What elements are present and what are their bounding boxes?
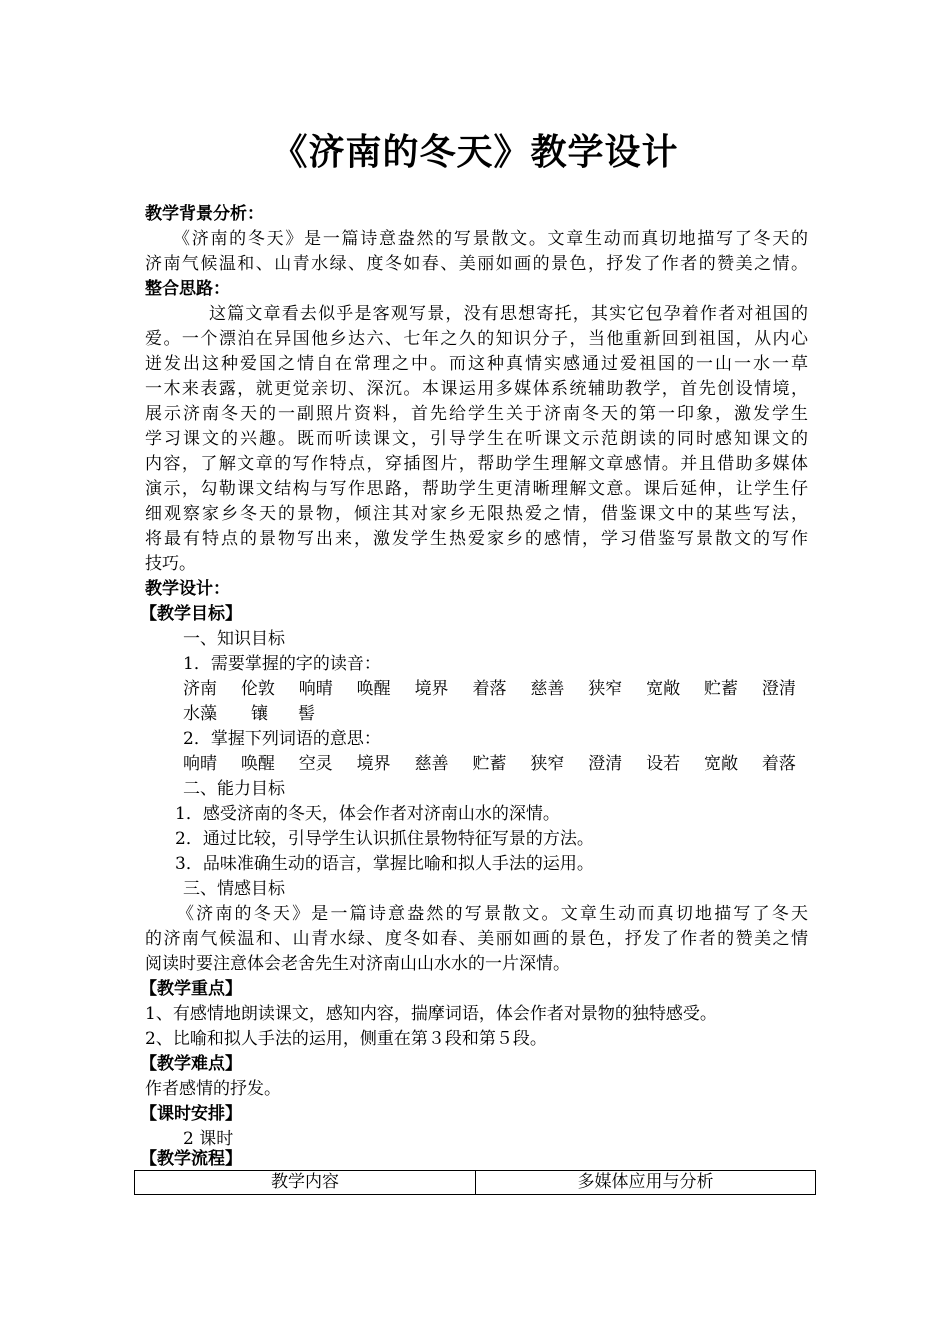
word: 设若 bbox=[646, 754, 681, 774]
word: 着落 bbox=[472, 679, 507, 699]
key-points-heading: 【教学重点】 bbox=[140, 979, 242, 999]
key-point-1: 1、有感情地朗读课文，感知内容，揣摩词语，体会作者对景物的独特感受。 bbox=[145, 1004, 717, 1024]
emotion-line-3: 阅读时要注意体会老舍先生对济南山山水水的一片深情。 bbox=[145, 954, 570, 974]
background-heading: 教学背景分析： bbox=[145, 204, 264, 224]
knowledge-item-1: 1．需要掌握的字的读音： bbox=[183, 654, 381, 674]
ability-item-2: 2．通过比较，引导学生认识抓住景物特征写景的方法。 bbox=[175, 829, 594, 849]
integration-line-3: 迸发出这种爱国之情自在常理之中。而这种真情实感通过爱祖国的一山一水一草 bbox=[145, 354, 808, 374]
integration-line-1: 这篇文章看去似乎是客观写景，没有思想寄托，其实它包孕着作者对祖国的 bbox=[209, 304, 808, 324]
integration-line-2: 爱。一个漂泊在异国他乡达六、七年之久的知识分子，当他重新回到祖国，从内心 bbox=[145, 329, 808, 349]
integration-line-6: 学习课文的兴趣。既而听读课文，引导学生在听课文示范朗读的同时感知课文的 bbox=[145, 429, 808, 449]
word: 唤醒 bbox=[240, 754, 275, 774]
design-heading: 教学设计： bbox=[145, 579, 230, 599]
word: 唤醒 bbox=[356, 679, 391, 699]
knowledge-heading: 一、知识目标 bbox=[183, 629, 285, 649]
table-header-media: 多媒体应用与分析 bbox=[476, 1171, 816, 1195]
integration-line-8: 演示，勾勒课文结构与写作思路，帮助学生更清晰理解文意。课后延伸，让学生仔 bbox=[145, 479, 808, 499]
word: 济南 bbox=[183, 679, 217, 699]
integration-line-4: 一木来表露，就更觉亲切、深沉。本课运用多媒体系统辅助教学，首先创设情境， bbox=[145, 379, 808, 399]
key-point-2: 2、比喻和拟人手法的运用，侧重在第３段和第５段。 bbox=[145, 1029, 547, 1049]
word: 着落 bbox=[761, 754, 796, 774]
ability-item-3: 3．品味准确生动的语言，掌握比喻和拟人手法的运用。 bbox=[175, 854, 594, 874]
schedule-heading: 【课时安排】 bbox=[140, 1104, 242, 1124]
word: 境界 bbox=[414, 679, 449, 699]
background-line-2: 济南气候温和、山青水绿、度冬如春、美丽如画的景色，抒发了作者的赞美之情。 bbox=[145, 254, 808, 274]
word: 响晴 bbox=[298, 679, 333, 699]
integration-line-5: 展示济南冬天的一副照片资料，首先给学生关于济南冬天的第一印象，激发学生 bbox=[145, 404, 808, 424]
word: 境界 bbox=[356, 754, 391, 774]
word: 澄清 bbox=[588, 754, 623, 774]
word: 澄清 bbox=[761, 679, 796, 699]
integration-heading: 整合思路： bbox=[145, 279, 230, 299]
difficulty-heading: 【教学难点】 bbox=[140, 1054, 242, 1074]
word: 狭窄 bbox=[588, 679, 623, 699]
ability-heading: 二、能力目标 bbox=[183, 779, 285, 799]
word: 宽敞 bbox=[646, 679, 681, 699]
ability-item-1: 1．感受济南的冬天，体会作者对济南山水的深情。 bbox=[175, 804, 560, 824]
word: 空灵 bbox=[298, 754, 333, 774]
flow-heading: 【教学流程】 bbox=[140, 1149, 242, 1169]
word: 伦敦 bbox=[240, 679, 275, 699]
integration-line-9: 细观察家乡冬天的景物，倾注其对家乡无限热爱之情，借鉴课文中的某些写法， bbox=[145, 504, 808, 524]
word: 贮蓄 bbox=[704, 679, 739, 699]
word: 贮蓄 bbox=[472, 754, 507, 774]
knowledge-item-2: 2．掌握下列词语的意思： bbox=[183, 729, 381, 749]
word: 宽敞 bbox=[704, 754, 739, 774]
pronunciation-words-row-2 bbox=[183, 702, 315, 727]
document-title: 《济南的冬天》教学设计 bbox=[271, 131, 679, 173]
integration-line-10: 将最有特点的景物写出来，激发学生热爱家乡的感情，学习借鉴写景散文的写作 bbox=[145, 529, 808, 549]
integration-line-7: 内容，了解文章的写作特点，穿插图片，帮助学生理解文章感情。并且借助多媒体 bbox=[145, 454, 808, 474]
vocabulary-words-row bbox=[183, 752, 796, 777]
table-header-row bbox=[135, 1171, 816, 1195]
integration-line-11: 技巧。 bbox=[145, 554, 196, 574]
table-header-content: 教学内容 bbox=[135, 1171, 476, 1195]
goals-heading: 【教学目标】 bbox=[140, 604, 242, 624]
schedule-text: 2 课时 bbox=[183, 1129, 234, 1149]
difficulty-text: 作者感情的抒发。 bbox=[145, 1079, 281, 1099]
word: 慈善 bbox=[414, 754, 449, 774]
word: 髻 bbox=[298, 704, 315, 724]
emotion-line-2: 的济南气候温和、山青水绿、度冬如春、美丽如画的景色，抒发了作者的赞美之情 bbox=[145, 929, 808, 949]
emotion-line-1: 《济南的冬天》是一篇诗意盎然的写景散文。文章生动而真切地描写了冬天 bbox=[177, 904, 808, 924]
word: 水藻 bbox=[183, 704, 217, 724]
pronunciation-words-row-1 bbox=[183, 677, 796, 702]
emotion-heading: 三、情感目标 bbox=[183, 879, 285, 899]
word: 镶 bbox=[251, 704, 268, 724]
word: 响晴 bbox=[183, 754, 217, 774]
word: 狭窄 bbox=[530, 754, 565, 774]
background-line-1: 《济南的冬天》是一篇诗意盎然的写景散文。文章生动而真切地描写了冬天的 bbox=[173, 229, 808, 249]
teaching-flow-table bbox=[134, 1170, 816, 1195]
word: 慈善 bbox=[530, 679, 565, 699]
